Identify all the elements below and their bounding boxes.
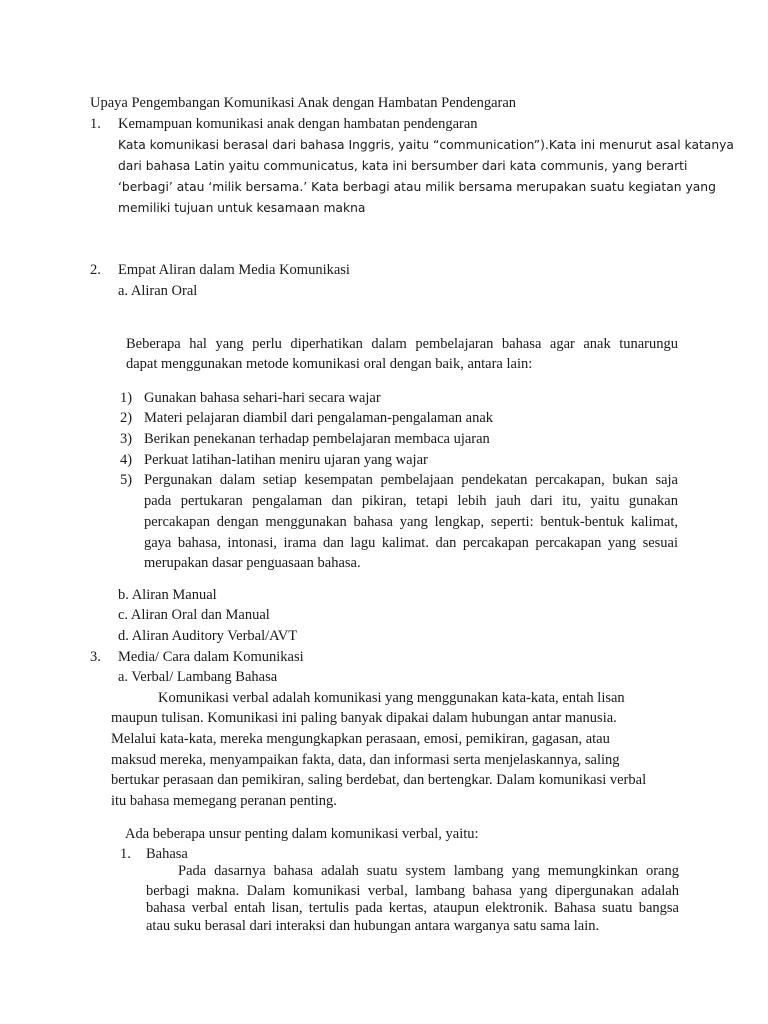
document-title: Upaya Pengembangan Komunikasi Anak dengan Hambatan Pendengaran [90,95,517,111]
section-3-number: 3. [90,649,101,665]
list-item-continuation: pada pertukaran pengalaman dan pikiran, tetapi lebih jauh dari itu, yaitu gunakan [144,493,678,509]
section-1-line: memiliki tujuan untuk kesamaan makna [118,201,366,215]
section-2-heading: Empat Aliran dalam Media Komunikasi [118,262,350,278]
verbal-paragraph-line: maksud mereka, menyampaikan fakta, data, dan informasi serta menjelaskannya, saling [111,752,620,768]
oral-intro-line: Beberapa hal yang perlu diperhatikan dalam pembelajaran bahasa agar anak tunarungu [126,336,678,352]
list-item: Materi pelajaran diambil dari pengalaman-pengalaman anak [144,410,494,426]
list-item-number: 3) [120,431,133,447]
list-item-number: 5) [120,472,133,488]
unsur-item-heading: Bahasa [146,846,188,862]
list-item: Berikan penekanan terhadap pembelajaran membaca ujaran [144,431,490,447]
unsur-item-number: 1. [120,846,131,862]
verbal-paragraph-line: itu bahasa memegang peranan penting. [111,793,337,809]
list-item: Perkuat latihan-latihan meniru ujaran yang wajar [144,452,428,468]
section-1-line: dari bahasa Latin yaitu communicatus, kata ini bersumber dari kata communis, yang berarti [118,159,688,173]
verbal-paragraph-line: maupun tulisan. Komunikasi ini paling banyak dipakai dalam hubungan antar manusia. [111,710,617,726]
verbal-paragraph-line: Komunikasi verbal adalah komunikasi yang menggunakan kata-kata, entah lisan [158,690,625,706]
subsection-2c-heading: c. Aliran Oral dan Manual [118,607,270,623]
unsur-intro: Ada beberapa unsur penting dalam komunikasi verbal, yaitu: [125,826,479,842]
list-item-continuation: gaya bahasa, intonasi, irama dan lagu kalimat. dan percakapan percakapan yang sesuai [144,535,678,551]
section-1-line: ‘berbagi’ atau ‘milik bersama.’ Kata berbagi atau milik bersama merupakan suatu kegiatan yang [118,180,716,194]
subsection-2a-heading: a. Aliran Oral [118,283,198,299]
list-item-number: 2) [120,410,133,426]
list-item: Pergunakan dalam setiap kesempatan pembelajaan pendekatan percakapan, bukan saja [144,472,678,488]
bahasa-paragraph-line: atau suku berasal dari interaksi dan hubungan antara warganya satu sama lain. [146,918,600,934]
subsection-2d-heading: d. Aliran Auditory Verbal/AVT [118,628,298,644]
list-item-number: 1) [120,390,133,406]
section-3-heading: Media/ Cara dalam Komunikasi [118,649,304,665]
bahasa-paragraph-line: Pada dasarnya bahasa adalah suatu system lambang yang memungkinkan orang [178,863,679,879]
list-item-number: 4) [120,452,133,468]
list-item-continuation: percakapan dengan menggunakan bahasa yang lengkap, seperti: bentuk-bentuk kalimat, [144,514,678,530]
list-item-continuation: merupakan dasar penguasaan bahasa. [144,555,361,571]
section-2-number: 2. [90,262,101,278]
section-1-heading: Kemampuan komunikasi anak dengan hambatan pendengaran [118,116,478,132]
verbal-paragraph-line: bertukar perasaan dan pemikiran, saling berdebat, dan bertengkar. Dalam komunikasi verbal [111,772,647,788]
list-item: Gunakan bahasa sehari-hari secara wajar [144,390,381,406]
subsection-3a-heading: a. Verbal/ Lambang Bahasa [118,669,278,685]
bahasa-paragraph-line: berbagi makna. Dalam komunikasi verbal, lambang bahasa yang dipergunakan adalah [146,883,679,899]
oral-intro-line: dapat menggunakan metode komunikasi oral dengan baik, antara lain: [126,356,533,372]
verbal-paragraph-line: Melalui kata-kata, mereka mengungkapkan perasaan, emosi, pemikiran, gagasan, atau [111,731,610,747]
subsection-2b-heading: b. Aliran Manual [118,587,217,603]
section-1-number: 1. [90,116,101,132]
section-1-line: Kata komunikasi berasal dari bahasa Inggris, yaitu “communication”).Kata ini menurut asal katanya [118,138,734,152]
bahasa-paragraph-line: bahasa verbal entah lisan, tertulis pada kertas, ataupun elektronik. Bahasa suatu bangsa [146,900,679,916]
